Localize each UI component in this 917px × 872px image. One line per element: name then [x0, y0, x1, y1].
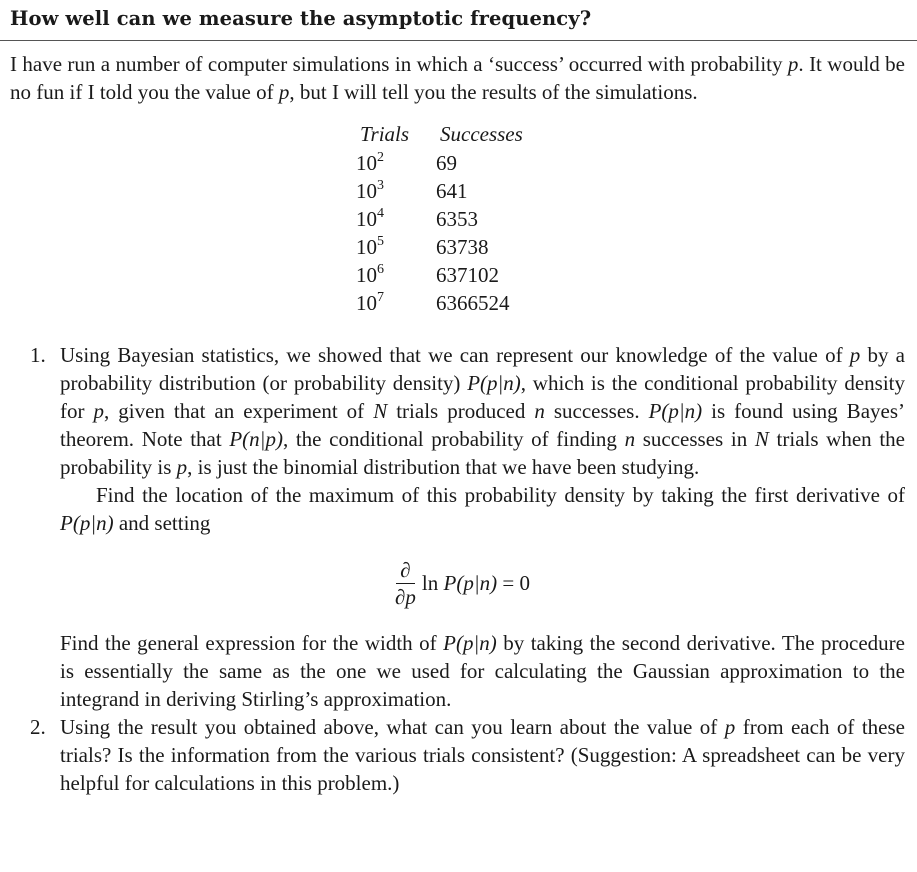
- successes-cell: 637102: [436, 263, 499, 287]
- trials-cell: $10^7$: [356, 290, 384, 315]
- ln-operator: ln: [421, 571, 439, 595]
- partial-fraction: $\frac{\partial}{\partial p}$: [395, 557, 416, 609]
- intro-text: I have run a number of computer simulations in which a ‘success’ occurred with probability: [10, 52, 788, 76]
- item1-paragraph1: Using Bayesian statistics, we showed that we can represent our knowledge of the value of p by a probability distribution (or probability density) P(p|n), which is the conditional probability density for p, given that an experiment of N trials produced n successes. P(p|n) is found using Bayes’ theorem. Note that P(n|p), the conditional probability of finding n successes in N trials when the probability is p, is just the binomial distribution that we have been studying.: [60, 343, 906, 479]
- results-table: [350, 120, 905, 317]
- intro-paragraph: [10, 50, 905, 106]
- trials-cell: $10^5$: [356, 234, 384, 259]
- trials-cell: $10^2$: [356, 150, 384, 175]
- table-row: [350, 205, 905, 233]
- header-successes: Successes: [440, 122, 523, 146]
- item1-paragraph2: Find the location of the maximum of this probability density by taking the first derivative of P(p|n) and setting: [60, 483, 905, 535]
- table-row: [350, 289, 905, 317]
- successes-cell: 63738: [436, 235, 489, 259]
- item-number: 2.: [30, 715, 46, 739]
- successes-cell: 6366524: [436, 291, 510, 315]
- successes-cell: 69: [436, 151, 457, 175]
- math-p: p: [278, 80, 290, 104]
- math-p: p: [787, 52, 799, 76]
- table-row: [350, 149, 905, 177]
- table-row: [350, 177, 905, 205]
- table-header: [350, 120, 905, 149]
- table-row: [350, 233, 905, 261]
- equation-rhs: = 0: [502, 571, 530, 595]
- table-row: [350, 261, 905, 289]
- problem-title: How well can we measure the asymptotic frequency?: [10, 7, 592, 30]
- derivative-equation: [20, 537, 905, 629]
- item1-paragraph3: Find the general expression for the width of P(p|n) by taking the second derivative. The procedure is essentially the same as the one we used for calculating the Gaussian approximation to the integrand in deriving Stirling’s approximation.: [60, 631, 905, 711]
- item2-paragraph: Using the result you obtained above, what can you learn about the value of p from each of these trials? Is the information from the various trials consistent? (Suggestion: A spreadsheet can be very helpful for calculations in this problem.): [60, 715, 905, 795]
- question-list: [10, 341, 905, 797]
- list-item: [10, 713, 905, 797]
- header-trials: Trials: [360, 122, 410, 146]
- intro-text: , but I will tell you the results of the simulations.: [289, 80, 698, 104]
- successes-cell: 6353: [436, 207, 478, 231]
- list-item: [10, 341, 905, 713]
- intro-text: . It would be no fun if I told you the value of: [10, 52, 905, 104]
- trials-cell: $10^6$: [356, 262, 384, 287]
- trials-cell: $10^4$: [356, 206, 384, 231]
- trials-cell: $10^3$: [356, 178, 384, 203]
- successes-cell: 641: [436, 179, 468, 203]
- item-number: 1.: [30, 343, 46, 367]
- equation-P: P(p|n): [443, 571, 498, 595]
- title-divider: [0, 40, 917, 41]
